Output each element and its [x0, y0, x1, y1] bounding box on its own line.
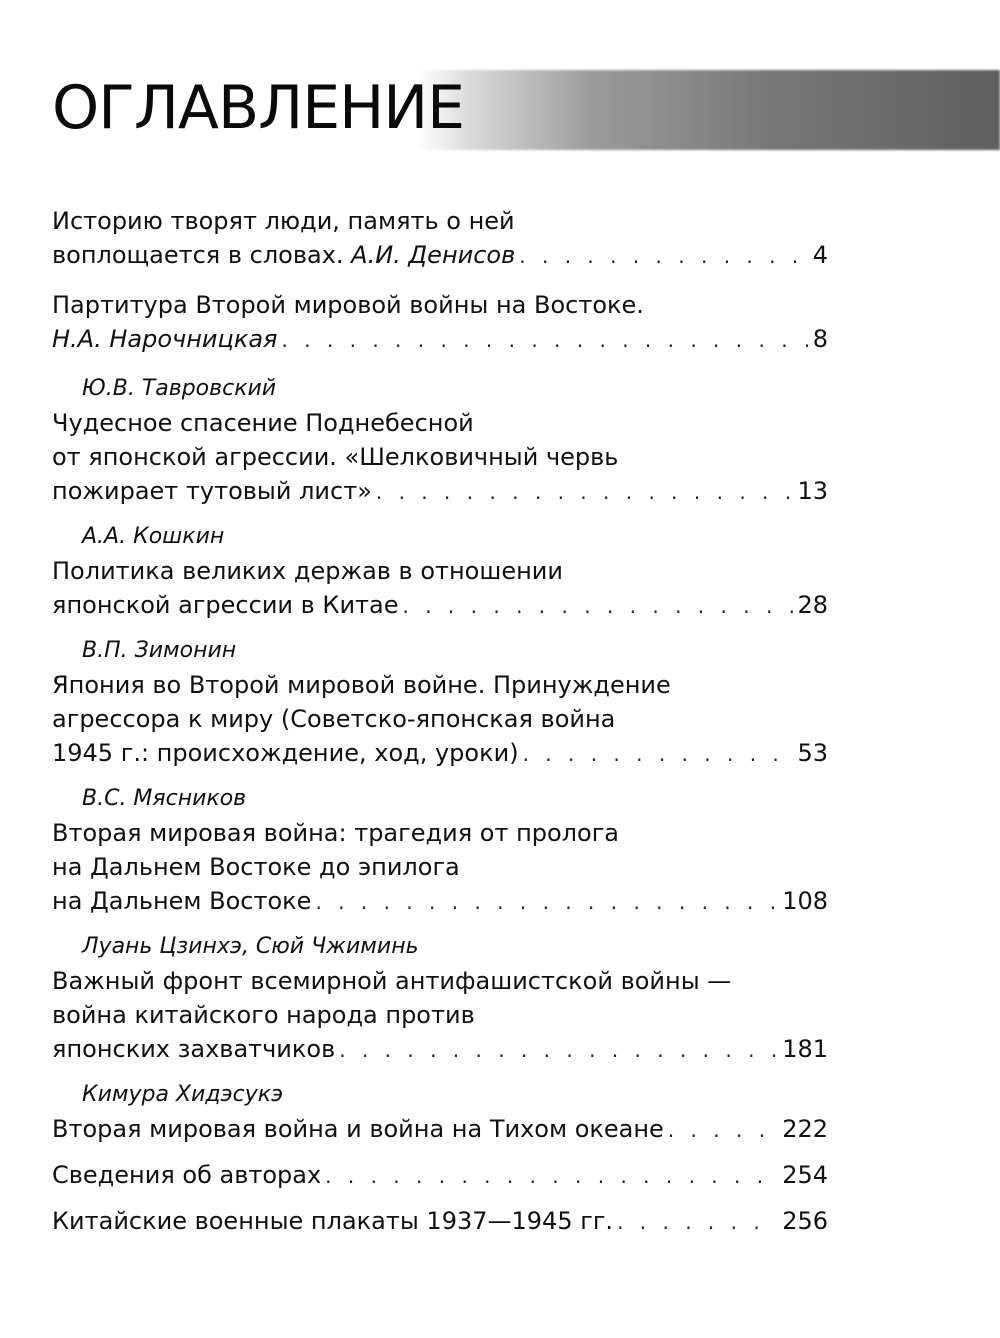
page-number: 4	[812, 241, 828, 269]
page-number: 53	[797, 739, 828, 767]
page-number: 256	[782, 1207, 828, 1235]
page-number: 8	[812, 325, 828, 353]
entry-title-line: агрессора к миру (Советско-японская война	[52, 705, 616, 733]
entry-title-line: Вторая мировая война: трагедия от пролога	[52, 819, 620, 847]
dot-leader	[668, 1113, 778, 1147]
toc-entry-narochnitskaya[interactable]	[52, 288, 828, 356]
entry-author: Луань Цзинхэ, Сюй Чжиминь	[82, 934, 419, 959]
page-number: 254	[782, 1161, 828, 1189]
toc-entry-kimura[interactable]	[52, 1078, 828, 1146]
entry-leader-line	[52, 884, 828, 918]
toc-entry-denisov[interactable]	[52, 204, 828, 272]
entry-author: А.И. Денисов	[351, 241, 516, 269]
entry-author: В.С. Мясников	[82, 786, 247, 811]
toc-entry-koshkin[interactable]	[52, 520, 828, 622]
entry-title-line: Сведения об авторах	[52, 1161, 322, 1189]
entry-title-line: Вторая мировая война и война на Тихом океане	[52, 1115, 664, 1143]
entry-leader-line	[52, 238, 828, 272]
entry-leader-line	[52, 736, 828, 770]
entry-leader-line	[52, 1204, 828, 1238]
page-number: 181	[782, 1035, 828, 1063]
entry-title-line: Япония во Второй мировой войне. Принуждение	[52, 671, 671, 699]
entry-leader-line	[52, 1158, 828, 1192]
dot-leader	[519, 239, 808, 273]
entry-leader-line	[52, 1112, 828, 1146]
entry-title-line: японской агрессии в Китае	[52, 591, 399, 619]
toc-entry-authors-info[interactable]	[52, 1158, 828, 1192]
entry-title-line: воплощается в словах.	[52, 241, 352, 269]
page-number: 222	[782, 1115, 828, 1143]
page-number: 108	[782, 887, 828, 915]
dot-leader	[376, 475, 794, 509]
dot-leader	[325, 1159, 778, 1193]
entry-title-line: Важный фронт всемирной антифашистской войны —	[52, 967, 732, 995]
toc-entry-luan-xu[interactable]	[52, 930, 828, 1066]
entry-title-line: Историю творят люди, память о ней	[52, 207, 515, 235]
entry-title-line: Чудесное спасение Поднебесной	[52, 409, 474, 437]
entry-title-line: Политика великих держав в отношении	[52, 557, 563, 585]
entry-title-line: на Дальнем Востоке	[52, 887, 312, 915]
entry-author: Кимура Хидэсукэ	[82, 1082, 284, 1107]
entry-title-line: 1945 г.: происхождение, ход, уроки)	[52, 739, 519, 767]
toc-entry-zimonin[interactable]	[52, 634, 828, 770]
entry-title-line: Партитура Второй мировой войны на Востоке.	[52, 291, 644, 319]
entry-title-line: от японской агрессии. «Шелковичный червь	[52, 443, 619, 471]
toc-entry-myasnikov[interactable]	[52, 782, 828, 918]
page-number: 28	[797, 591, 828, 619]
entry-author: Н.А. Нарочницкая	[52, 325, 278, 353]
toc-entry-tavrovsky[interactable]	[52, 372, 828, 508]
title-row	[52, 66, 1000, 166]
entry-title-line: на Дальнем Востоке до эпилога	[52, 853, 460, 881]
title-gradient-band	[417, 70, 1000, 150]
dot-leader	[315, 885, 778, 919]
page-number: 13	[797, 477, 828, 505]
entry-author: А.А. Кошкин	[82, 524, 225, 549]
toc-entry-posters[interactable]	[52, 1204, 828, 1238]
dot-leader	[339, 1033, 778, 1067]
entry-leader-line	[52, 588, 828, 622]
dot-leader	[403, 589, 794, 623]
dot-leader	[281, 323, 808, 357]
entry-author: Ю.В. Тавровский	[82, 376, 277, 401]
entry-title-line: Китайские военные плакаты 1937—1945 гг.	[52, 1207, 614, 1235]
dot-leader	[617, 1205, 778, 1239]
dot-leader	[523, 737, 794, 771]
entry-leader-line	[52, 322, 828, 356]
page-title: ОГЛАВЛЕНИЕ	[52, 73, 465, 143]
entry-author: В.П. Зимонин	[82, 638, 237, 663]
entry-title-line: японских захватчиков	[52, 1035, 336, 1063]
entry-title-line: война китайского народа против	[52, 1001, 475, 1029]
table-of-contents	[52, 204, 828, 1238]
entry-leader-line	[52, 1032, 828, 1066]
entry-title-line: пожирает тутовый лист»	[52, 477, 372, 505]
entry-leader-line	[52, 474, 828, 508]
